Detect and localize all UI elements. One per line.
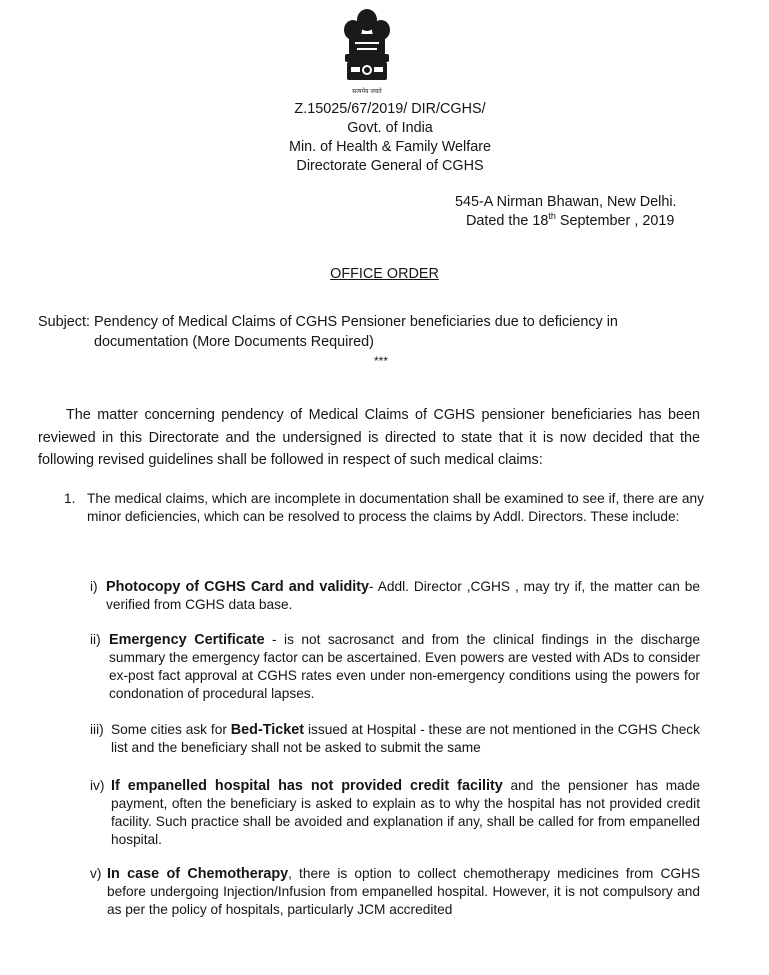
point-1 <box>64 490 704 526</box>
document-title: OFFICE ORDER <box>330 266 439 282</box>
emblem-motto: सत्यमेव जयते <box>352 88 382 95</box>
subitem-v-heading: In case of Chemotherapy <box>107 866 289 882</box>
govt-of-india: Govt. of India <box>347 120 433 136</box>
subitem-ii: ii) Emergency Certificate - is not sacrosanct and from the clinical findings in the discharge summary the emergency factor can be ascertained. Even powers are vested with ADs to consider ex-post fact approval at CGHS rates even under non-emergency conditions using the powers for condonation of procedural lapses. <box>90 632 701 701</box>
subject-label: Subject: <box>38 314 90 330</box>
separator-stars: *** <box>374 354 389 368</box>
subitem-v: v) In case of Chemotherapy, there is option to collect chemotherapy medicines from CGHS before undergoing Injection/Infusion from empanelled hospital. However, it is not compulsory and as per the policy of hospitals, particularly JCM accredited <box>90 866 700 917</box>
intro-paragraph: The matter concerning pendency of Medical Claims of CGHS pensioner beneficiaries has been reviewed in this Directorate and the undersigned is directed to state that it is now decided that the following revised guidelines shall be followed in respect of such medical claims: <box>38 407 700 468</box>
office-address: 545-A Nirman Bhawan, New Delhi. <box>455 194 677 210</box>
national-emblem-icon <box>333 6 401 96</box>
subitem-ii-heading: Emergency Certificate <box>109 632 265 648</box>
ministry-name: Min. of Health & Family Welfare <box>288 139 492 155</box>
subitem-iii: iii) Some cities ask for Bed-Ticket issued at Hospital - these are not mentioned in the CGHS Check list and the beneficiary shall not be asked to submit the same <box>90 722 700 755</box>
point-1-number: 1. <box>64 491 76 506</box>
subitem-iii-heading: Bed-Ticket <box>230 722 305 738</box>
subject-line-2: documentation (More Documents Required) <box>94 334 374 350</box>
order-date: Dated the 18th September , 2019 <box>466 211 675 229</box>
file-number: Z.15025/67/2019/ DIR/CGHS/ <box>294 101 486 117</box>
subitem-iv-heading: If empanelled hospital has not provided credit facility <box>111 778 503 794</box>
subject-line-1: Pendency of Medical Claims of CGHS Pensioner beneficiaries due to deficiency in <box>94 314 618 330</box>
subitem-i-heading: Photocopy of CGHS Card and validity <box>106 579 370 595</box>
subject-block <box>38 312 700 352</box>
point-1-text: The medical claims, which are incomplete in documentation shall be examined to see if, there are any minor deficiencies, which can be resolved to process the claims by Addl. Directors. These include: <box>87 491 704 524</box>
subitem-i: i) Photocopy of CGHS Card and validity- Addl. Director ,CGHS , may try if, the matter can be verified from CGHS data base. <box>90 579 700 612</box>
subitem-iv: iv) If empanelled hospital has not provided credit facility and the pensioner has made payment, often the beneficiary is asked to explain as to why the hospital has not provided credit facility. Such practice shall be avoided and explanation if any, shall be called for from empanelled hospital. <box>90 778 700 847</box>
directorate-name: Directorate General of CGHS <box>296 158 484 174</box>
